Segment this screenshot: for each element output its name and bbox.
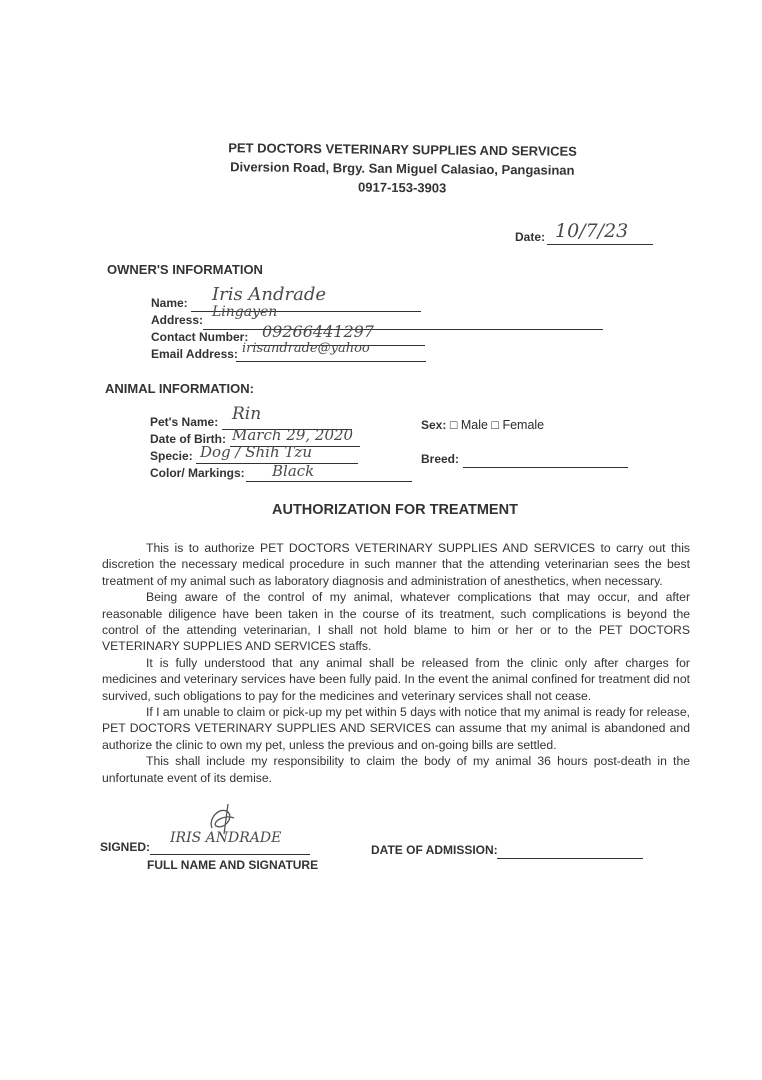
business-name: PET DOCTORS VETERINARY SUPPLIES AND SERVICES bbox=[228, 140, 577, 159]
dob-value: March 29, 2020 bbox=[232, 426, 354, 444]
letterhead bbox=[1, 136, 762, 201]
owner-section-title: OWNER'S INFORMATION bbox=[107, 262, 263, 277]
authorization-title: AUTHORIZATION FOR TREATMENT bbox=[272, 502, 518, 518]
authorization-body bbox=[102, 540, 690, 786]
owner-name-value: Iris Andrade bbox=[212, 284, 327, 305]
date-of-admission-line bbox=[497, 844, 643, 859]
pet-name-label: Pet's Name: bbox=[150, 415, 219, 429]
owner-address-label: Address: bbox=[151, 313, 204, 327]
signed-label: SIGNED: bbox=[100, 840, 151, 854]
authorization-paragraph: If I am unable to claim or pick-up my pet within 5 days with notice that my animal is ready for release, PET DOCTORS VETERINARY SUPPLIES AND SERVICES can assume that my animal is abandoned and authorize the clinic to own my pet, unless the previous and on-going bills are settled. bbox=[102, 705, 690, 752]
date-of-admission-label: DATE OF ADMISSION: bbox=[371, 843, 498, 857]
pet-name-value: Rin bbox=[232, 404, 262, 424]
date-label: Date: bbox=[515, 230, 546, 244]
breed-label: Breed: bbox=[421, 452, 460, 466]
sex-field bbox=[421, 418, 544, 432]
sex-label: Sex: bbox=[421, 418, 447, 432]
authorization-paragraph: Being aware of the control of my animal, whatever complications that may occur, and after reasonable diligence have been taken in the course of its treatment, such complications is beyond the control of the attending veterinarian, I shall not hold blame to him or her or to the PET DOCTORS VETERINARY SUPPLIES AND SERVICES staffs. bbox=[102, 590, 690, 654]
animal-section-title: ANIMAL INFORMATION: bbox=[105, 381, 254, 396]
authorization-paragraph: This is to authorize PET DOCTORS VETERINARY SUPPLIES AND SERVICES to carry out this discretion the necessary medical procedure in such manner that the attending veterinarian sees the best treatment of my animal such as laboratory diagnosis and administration of anesthetics, when necessary. bbox=[102, 541, 690, 588]
sex-options: □ Male □ Female bbox=[449, 418, 545, 432]
business-phone: 0917-153-3903 bbox=[357, 179, 447, 196]
dob-label: Date of Birth: bbox=[150, 432, 226, 446]
color-markings-line bbox=[246, 467, 412, 482]
color-markings-label: Color/ Markings: bbox=[150, 466, 245, 480]
business-address: Diversion Road, Brgy. San Miguel Calasiao, Pangasinan bbox=[230, 159, 575, 178]
authorization-paragraph: This shall include my responsibility to claim the body of my animal 36 hours post-death in the unfortunate event of its demise. bbox=[102, 754, 690, 785]
owner-name-label: Name: bbox=[151, 296, 188, 310]
authorization-paragraph: It is fully understood that any animal shall be released from the clinic only after charges for medicines and veterinary services have been fully paid. In the event the animal confined for treatment did not survived, such obligations to pay for the medicines and veterinary services shall not cease. bbox=[102, 655, 690, 703]
contact-number-value: 09266441297 bbox=[262, 322, 374, 341]
signed-name: IRIS ANDRADE bbox=[170, 830, 282, 846]
specie-value: Dog / Shih Tzu bbox=[200, 443, 312, 461]
specie-label: Specie: bbox=[150, 449, 193, 463]
email-value: irisandrade@yahoo bbox=[242, 341, 370, 356]
contact-number-label: Contact Number: bbox=[151, 330, 249, 344]
date-value: 10/7/23 bbox=[555, 220, 629, 242]
breed-line bbox=[463, 453, 628, 468]
color-markings-value: Black bbox=[272, 462, 315, 480]
owner-address-value: Lingayen bbox=[212, 304, 278, 320]
email-label: Email Address: bbox=[151, 347, 238, 361]
signature-caption: FULL NAME AND SIGNATURE bbox=[147, 858, 319, 872]
